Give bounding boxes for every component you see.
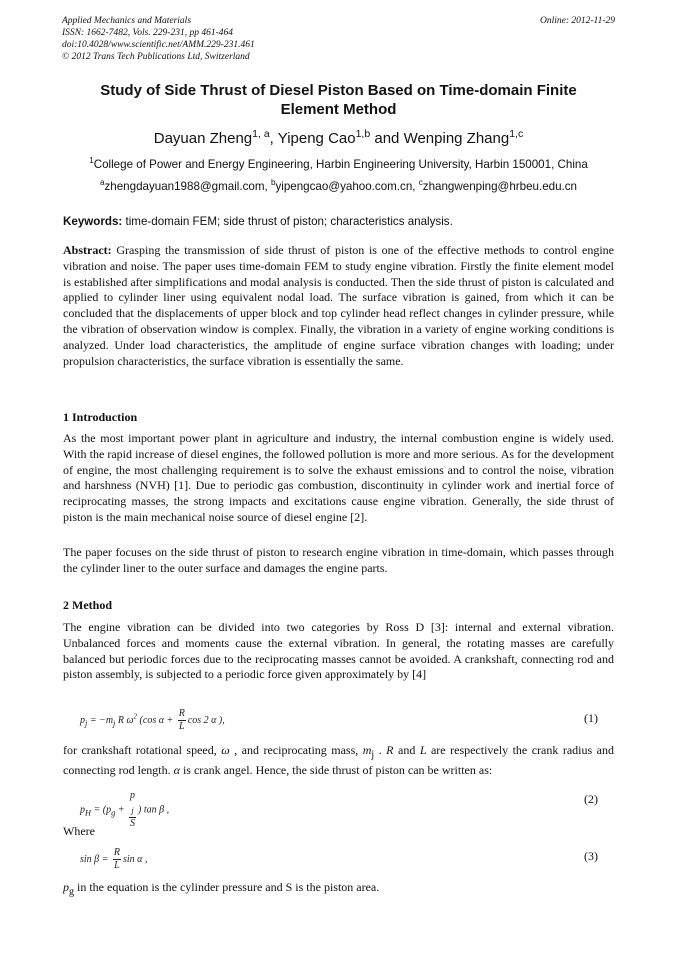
fraction-numerator: R bbox=[178, 708, 185, 719]
abstract-text: Grasping the transmission of side thrust of piston is one of the effective methods to control engine vibration and noise. The paper uses time-domain FEM to study engine vibration. Firstly the finite element model is established after simplifications and modal analysis is conducted. Then the side thrust of piston is calculated and applied to cylinder liner using equivalent nodal load. The surface vibration is gained, from which it can be concluded that the displacements of upper block and top cylinder head reflect changes in cylinder pressure, while the vibration of observation window is complex. Finally, the vibration in a variety of engine working conditions is analyzed. Under load characteristics, the amplitude of engine surface vibration changes with loading; under propulsion characteristics, the surface vibration is essentially the same. bbox=[63, 243, 614, 368]
fraction-numerator bbox=[129, 790, 136, 818]
author-separator: and bbox=[370, 130, 404, 147]
abstract-label: Abstract: bbox=[63, 243, 112, 257]
math-symbol: p bbox=[63, 880, 69, 894]
author-superscript: 1, a bbox=[252, 128, 270, 140]
eq-term: sin β = bbox=[80, 853, 111, 865]
fraction-denominator: L bbox=[114, 860, 120, 871]
eq-subscript: j bbox=[85, 718, 88, 728]
keywords-text: time-domain FEM; side thrust of piston; characteristics analysis. bbox=[122, 215, 453, 228]
text-run: and bbox=[393, 743, 420, 757]
affiliation-text: College of Power and Energy Engineering, Harbin Engineering University, Harbin 150001, China bbox=[93, 158, 588, 171]
author-separator: , bbox=[269, 130, 278, 147]
text-run: . bbox=[374, 743, 387, 757]
math-symbol: ω bbox=[221, 743, 230, 757]
eq-subscript: j bbox=[131, 806, 134, 815]
author-superscript: 1,c bbox=[509, 128, 524, 140]
eq-term: = (p bbox=[91, 804, 112, 816]
eq-symbol: p bbox=[80, 804, 85, 816]
eq1-explanation bbox=[63, 743, 614, 779]
math-symbol: R bbox=[386, 743, 394, 757]
email-superscript: a bbox=[99, 178, 105, 188]
eq-fraction bbox=[178, 708, 186, 733]
equation-3 bbox=[80, 847, 147, 872]
issn-line: ISSN: 1662-7482, Vols. 229-231, pp 461-464 bbox=[62, 28, 233, 38]
eq-term: sin α , bbox=[123, 853, 148, 865]
abstract bbox=[63, 243, 614, 369]
email-superscript: c bbox=[418, 178, 423, 188]
eq-subscript: H bbox=[85, 808, 92, 818]
doi-line: doi:10.4028/www.scientific.net/AMM.229-231.461 bbox=[62, 40, 255, 50]
affiliation bbox=[62, 157, 615, 172]
author-superscript: 1,b bbox=[355, 128, 371, 140]
eq-fraction bbox=[113, 847, 121, 872]
title-line-2: Element Method bbox=[280, 101, 397, 118]
paper-title bbox=[62, 81, 615, 119]
section-heading-method: 2 Method bbox=[63, 598, 112, 612]
text-run: is crank angel. Hence, the side thrust of piston can be written as: bbox=[179, 763, 493, 778]
copyright-line: © 2012 Trans Tech Publications Ltd, Switzerland bbox=[62, 52, 250, 62]
eq-superscript: 2 bbox=[133, 712, 138, 721]
author-list bbox=[62, 129, 615, 149]
method-paragraph-1: The engine vibration can be divided into two categories by Ross D [3]: internal and external vibration. Unbalanced forces and moments cause the external vibration. In general, the rotating masses are carefully balanced but periodic forces due to the reciprocating masses cannot be avoided. A crankshaft, connecting rod and piston assembly, is subjected to a periodic force given approximately by [4] bbox=[63, 620, 614, 682]
fraction-numerator: R bbox=[113, 847, 121, 858]
author-emails bbox=[62, 179, 615, 194]
email-address: zhangwenping@hrbeu.edu.cn bbox=[422, 180, 578, 193]
text-run: for crankshaft rotational speed, bbox=[63, 743, 222, 757]
section-heading-introduction: 1 Introduction bbox=[63, 410, 138, 424]
journal-name: Applied Mechanics and Materials bbox=[62, 16, 192, 26]
author-name: Wenping Zhang bbox=[403, 130, 510, 147]
text-run: , and reciprocating mass, bbox=[229, 743, 363, 757]
title-line-1: Study of Side Thrust of Diesel Piston Based on Time-domain Finite bbox=[100, 82, 577, 99]
email-superscript: b bbox=[270, 178, 276, 188]
where-label: Where bbox=[63, 824, 95, 838]
math-subscript: g bbox=[69, 886, 74, 898]
eq-subscript: g bbox=[111, 808, 116, 818]
online-date: Online: 2012-11-29 bbox=[539, 16, 615, 26]
eq-term: (cos α + bbox=[137, 714, 176, 726]
equation-1 bbox=[80, 708, 225, 733]
affiliation-superscript: 1 bbox=[89, 156, 94, 166]
intro-paragraph-1: As the most important power plant in agriculture and industry, the internal combustion engine is widely used. With the rapid increase of diesel engines, the followed pollution is more and more serious. As for the development of engine, the most challenging requirement is to solve the exhaust emissions and to control the noise, vibration and harshness (NVH) [1]. Due to periodic gas combustion, discontinuity in cylinder work and inertial force of reciprocating masses, the strong impacts and excitations cause engine vibration. Generally, the side thrust of piston is the main mechanical noise source of diesel engine [2]. bbox=[63, 431, 614, 524]
eq-term: = −m bbox=[87, 714, 114, 726]
email-address: zhengdayuan1988@gmail.com, bbox=[104, 180, 271, 193]
email-address: yipengcao@yahoo.com.cn, bbox=[275, 180, 419, 193]
math-symbol: α bbox=[173, 763, 180, 778]
author-name: Dayuan Zheng bbox=[153, 130, 253, 147]
math-symbol: L bbox=[419, 743, 427, 757]
journal-header bbox=[62, 15, 615, 63]
eq-term: cos 2 α ), bbox=[187, 714, 225, 726]
fraction-denominator: S bbox=[130, 818, 136, 829]
eq-term: ) tan β , bbox=[138, 804, 170, 816]
eq-symbol: p bbox=[80, 714, 85, 726]
pg-explanation bbox=[63, 880, 614, 900]
math-subscript: j bbox=[371, 749, 375, 761]
math-symbol: m bbox=[362, 743, 372, 757]
author-name: Yipeng Cao bbox=[277, 130, 356, 147]
eq-symbol: p bbox=[130, 790, 136, 801]
intro-paragraph-2: The paper focuses on the side thrust of piston to research engine vibration in time-domain, which passes through the cylinder liner to the outer surface and damages the engine parts. bbox=[63, 545, 614, 575]
keywords-label: Keywords: bbox=[63, 215, 123, 228]
fraction-denominator: L bbox=[178, 721, 185, 732]
eq-term: + bbox=[115, 804, 128, 816]
eq-subscript: j bbox=[113, 718, 116, 728]
keywords bbox=[63, 214, 616, 229]
equation-number-2: (2) bbox=[584, 792, 598, 806]
text-run: in the equation is the cylinder pressure and S is the piston area. bbox=[74, 880, 380, 894]
equation-number-1: (1) bbox=[584, 711, 598, 725]
eq-term: R ω bbox=[115, 714, 134, 726]
text-run: are respectively the crank radius and connecting rod length. bbox=[63, 743, 614, 778]
equation-number-3: (3) bbox=[584, 849, 598, 863]
